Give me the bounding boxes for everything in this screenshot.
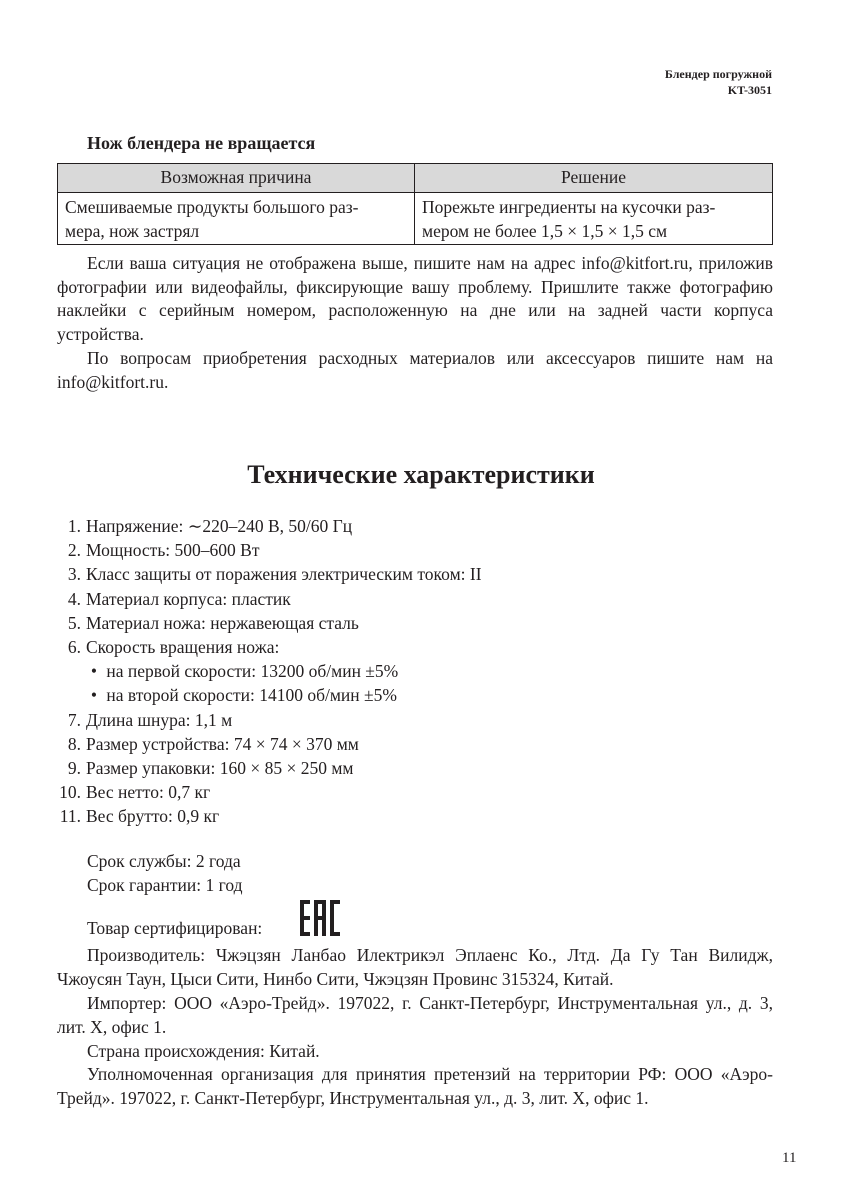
item-number: 5. xyxy=(67,612,81,633)
product-name: Блендер погружной xyxy=(664,67,772,81)
troubleshooting-heading: Нож блендера не вращается xyxy=(87,133,316,153)
item-number: 7. xyxy=(67,709,81,730)
item-text: Мощность: 500–600 Вт xyxy=(86,540,260,561)
list-item xyxy=(57,562,773,586)
item-text: Класс защиты от поражения электрическим током: II xyxy=(86,564,482,585)
item-text: Размер устройства: 74 × 74 × 370 мм xyxy=(86,733,359,754)
service-life: Срок службы: 2 года xyxy=(87,851,241,871)
item-text: Вес брутто: 0,9 кг xyxy=(86,806,220,827)
origin: Страна происхождения: Китай. xyxy=(87,1040,320,1061)
item-number: 4. xyxy=(67,588,81,609)
item-number: 10. xyxy=(59,782,81,803)
list-item xyxy=(57,635,773,659)
item-number: 3. xyxy=(67,564,81,585)
item-number: 8. xyxy=(67,733,81,754)
product-info xyxy=(57,850,773,1111)
troubleshooting-table xyxy=(57,163,773,245)
list-item xyxy=(57,732,773,756)
list-item xyxy=(57,611,773,635)
specs-title xyxy=(0,460,842,490)
solution-line: мером не более 1,5 × 1,5 × 1,5 см xyxy=(422,221,668,241)
specs-list xyxy=(57,514,773,829)
list-subitem xyxy=(57,683,773,707)
cause-line: мера, нож застрял xyxy=(65,221,200,241)
eac-mark-icon xyxy=(270,898,340,945)
page-number: 11 xyxy=(782,1150,797,1166)
certified-label: Товар сертифицирован: xyxy=(87,917,263,938)
column-header-solution: Решение xyxy=(415,164,773,193)
item-text: Скорость вращения ножа: xyxy=(86,637,280,658)
item-number: 6. xyxy=(67,637,81,658)
item-text: на первой скорости: 13200 об/мин ±5% xyxy=(106,661,399,682)
list-item xyxy=(57,756,773,780)
list-item xyxy=(57,514,773,538)
cause-line: Смешиваемые продукты большого раз- xyxy=(65,197,359,217)
list-subitem xyxy=(57,659,773,683)
accessories-paragraph: По вопросам приобретения расходных материалов или аксессуаров пишите нам на info@kitfort.ru. xyxy=(57,348,773,392)
product-model: KT-3051 xyxy=(727,83,772,97)
importer: Импортер: ООО «Аэро-Трейд». 197022, г. Санкт-Петербург, Инструментальная ул., д. 3, лит. Х, офис 1. xyxy=(57,992,773,1037)
item-number: 9. xyxy=(67,758,81,779)
list-item xyxy=(57,708,773,732)
item-text: Длина шнура: 1,1 м xyxy=(86,709,233,730)
list-item xyxy=(57,587,773,611)
list-item xyxy=(57,538,773,562)
item-text: Материал корпуса: пластик xyxy=(86,588,291,609)
document-header xyxy=(665,66,772,98)
contact-paragraph: Если ваша ситуация не отображена выше, пишите нам на адрес info@kitfort.ru, приложив фотографии или видеофайлы, фиксирующие вашу проблему. Пришлите также фотографию наклейки с серийным номером, расположенную на дне или на задней части корпуса устройства. xyxy=(57,253,773,344)
authorized-organization: Уполномоченная организация для принятия претензий на территории РФ: ООО «Аэро-Трейд». 197022, г. Санкт-Петербург, Инструментальная ул., д. 3, лит. Х, офис 1. xyxy=(57,1064,773,1109)
list-item xyxy=(57,804,773,828)
table-row xyxy=(58,193,773,245)
bullet-icon: • xyxy=(90,685,98,706)
solution-line: Порежьте ингредиенты на кусочки раз- xyxy=(422,197,716,217)
list-item xyxy=(57,780,773,804)
item-number: 2. xyxy=(67,540,81,561)
item-number: 11. xyxy=(59,806,81,827)
item-number: 1. xyxy=(67,516,81,536)
item-text: Размер упаковки: 160 × 85 × 250 мм xyxy=(86,758,354,779)
warranty: Срок гарантии: 1 год xyxy=(87,874,243,895)
solution-cell xyxy=(415,193,773,245)
item-text: на второй скорости: 14100 об/мин ±5% xyxy=(106,685,397,706)
bullet-icon: • xyxy=(90,661,98,682)
item-text: Напряжение: ∼220–240 В, 50/60 Гц xyxy=(86,516,353,536)
specs-title-text: Технические характеристики xyxy=(247,460,595,489)
cause-cell xyxy=(58,193,415,245)
certification-line xyxy=(57,898,773,945)
item-text: Материал ножа: нержавеющая сталь xyxy=(86,612,359,633)
item-text: Вес нетто: 0,7 кг xyxy=(86,782,211,803)
manufacturer: Производитель: Чжэцзян Ланбао Илектрикэл Эплаенс Ко., Лтд. Да Гу Тан Вилидж, Чжоусян Таун, Цыси Сити, Нинбо Сити, Чжэцзян Провинс 315324, Китай. xyxy=(57,945,773,990)
column-header-cause: Возможная причина xyxy=(58,164,415,193)
